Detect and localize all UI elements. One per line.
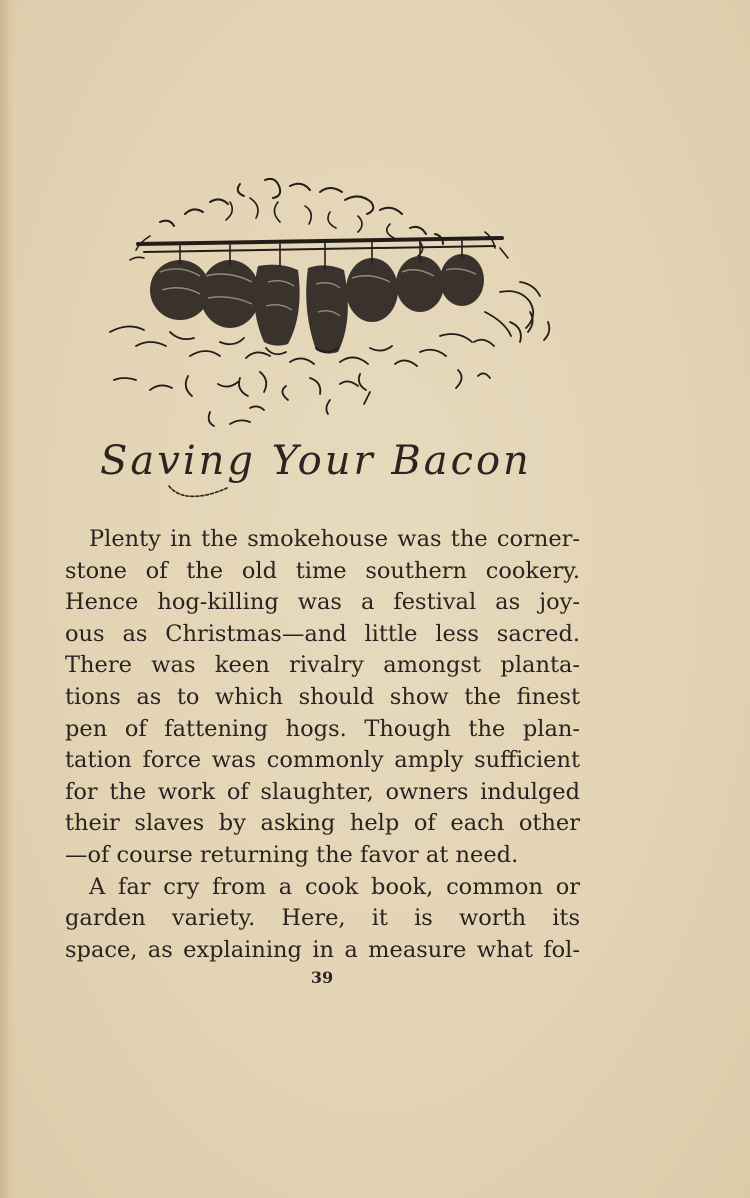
- text-line: for the work of slaughter, owners indulged: [65, 778, 580, 805]
- text-line: tions as to which should show the finest: [65, 683, 580, 710]
- page-number: 39: [310, 968, 334, 987]
- spine-shadow: [0, 0, 14, 1198]
- text-line: their slaves by asking help of each other: [65, 810, 580, 837]
- text-line: space, as explaining in a measure what fol-: [65, 936, 580, 963]
- text-line: Hence hog-killing was a festival as joy-: [65, 589, 580, 616]
- text-line: —of course returning the favor at need.: [65, 841, 519, 868]
- chapter-title: Saving Your Bacon: [100, 438, 532, 484]
- title-flourish-icon: [165, 478, 235, 502]
- text-line: ous as Christmas—and little less sacred.: [65, 620, 580, 647]
- text-line: pen of fattening hogs. Though the plan-: [65, 715, 580, 742]
- text-line: stone of the old time southern cookery.: [65, 557, 580, 584]
- text-line: garden variety. Here, it is worth its: [65, 905, 580, 932]
- text-line: A far cry from a cook book, common or: [89, 873, 580, 900]
- text-line: There was keen rivalry amongst planta-: [65, 652, 580, 679]
- smokehouse-hams-icon: [90, 172, 560, 437]
- text-line: tation force was commonly amply sufficient: [65, 747, 580, 774]
- text-line: Plenty in the smokehouse was the corner-: [89, 526, 580, 552]
- body-text: [65, 524, 580, 966]
